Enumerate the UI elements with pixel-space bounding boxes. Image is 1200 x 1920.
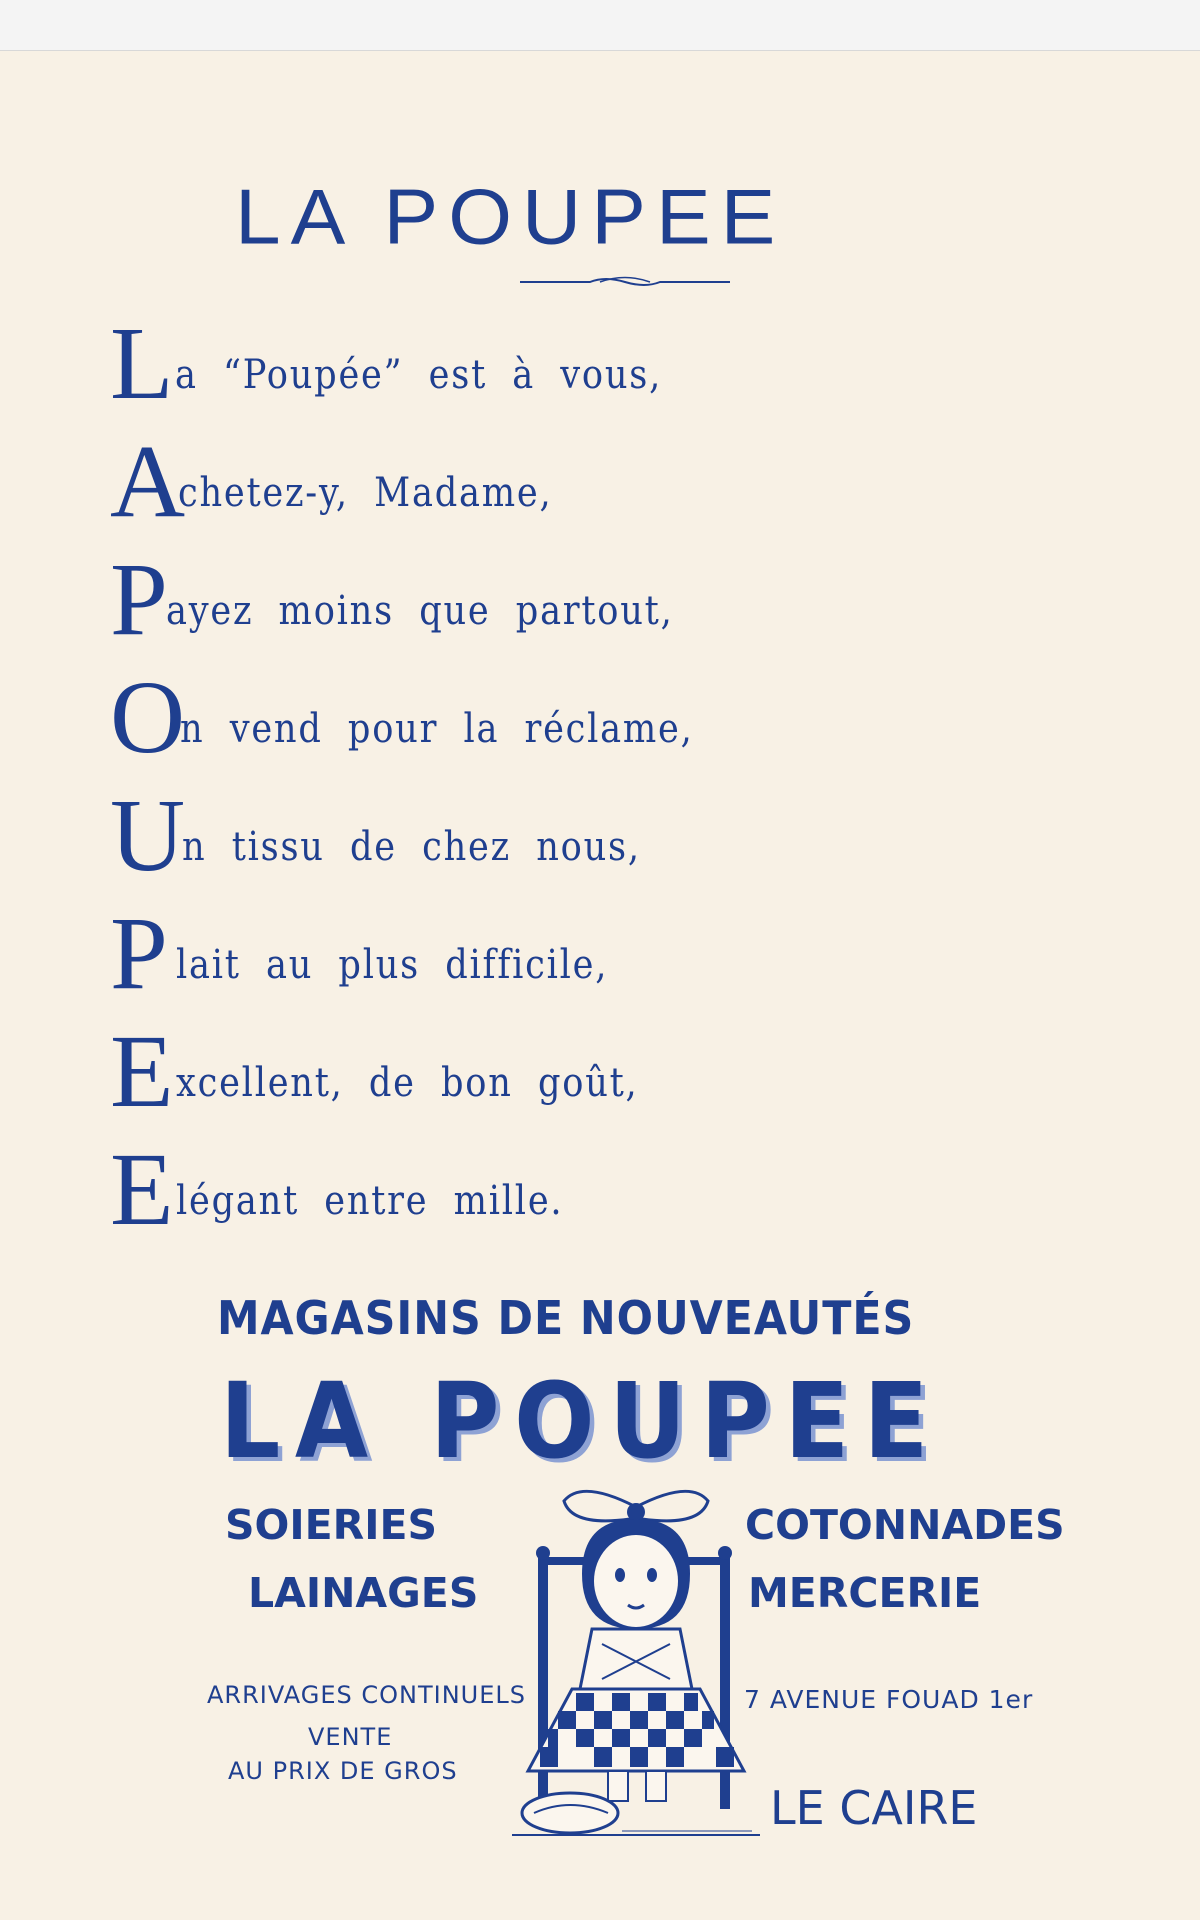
poem-line-text: chetez-y, Madame, xyxy=(178,470,553,516)
drop-cap: U xyxy=(110,778,186,893)
poem-line xyxy=(110,1122,810,1247)
poem-line xyxy=(110,650,810,775)
address-text: 7 AVENUE FOUAD 1er xyxy=(744,1685,1034,1714)
drop-cap: P xyxy=(110,542,168,657)
poem-line-text: lait au plus difficile, xyxy=(176,942,609,988)
store-name-logo: LA POUPEE xyxy=(220,1360,943,1482)
arrivals-text: ARRIVAGES CONTINUELS xyxy=(207,1681,526,1709)
goods-right-item: COTONNADES xyxy=(745,1501,1065,1549)
poem-line xyxy=(110,768,810,893)
drop-cap: P xyxy=(110,896,168,1011)
browser-top-strip xyxy=(0,0,1200,51)
goods-left-item: LAINAGES xyxy=(248,1569,479,1617)
doll-in-chair-illustration xyxy=(512,1479,760,1841)
city-text: LE CAIRE xyxy=(770,1781,978,1835)
poem-line xyxy=(110,414,810,539)
poem-title: LA POUPEE xyxy=(235,174,786,261)
document-page xyxy=(0,51,1200,1920)
poem-line xyxy=(110,886,810,1011)
poem-line xyxy=(110,532,810,657)
poem-line-text: ayez moins que partout, xyxy=(166,588,674,634)
sale-text: AU PRIX DE GROS xyxy=(228,1757,458,1785)
drop-cap: E xyxy=(110,1014,174,1129)
drop-cap: L xyxy=(110,306,174,421)
poem-line-text: n tissu de chez nous, xyxy=(182,824,641,870)
poem-line-text: xcellent, de bon goût, xyxy=(176,1060,639,1106)
poem-line-text: n vend pour la réclame, xyxy=(180,706,694,752)
poem-line xyxy=(110,1004,810,1129)
drop-cap: E xyxy=(110,1132,174,1247)
goods-left-item: SOIERIES xyxy=(225,1501,438,1549)
store-kind-heading: MAGASINS DE NOUVEAUTÉS xyxy=(217,1291,915,1345)
sale-text: VENTE xyxy=(308,1723,393,1751)
drop-cap: O xyxy=(110,660,186,775)
drop-cap: A xyxy=(110,424,186,539)
poem-line xyxy=(110,296,810,421)
title-ornament xyxy=(520,273,730,291)
goods-right-item: MERCERIE xyxy=(748,1569,982,1617)
poem-line-text: légant entre mille. xyxy=(176,1178,564,1224)
poem-line-text: a “Poupée” est à vous, xyxy=(175,352,663,398)
